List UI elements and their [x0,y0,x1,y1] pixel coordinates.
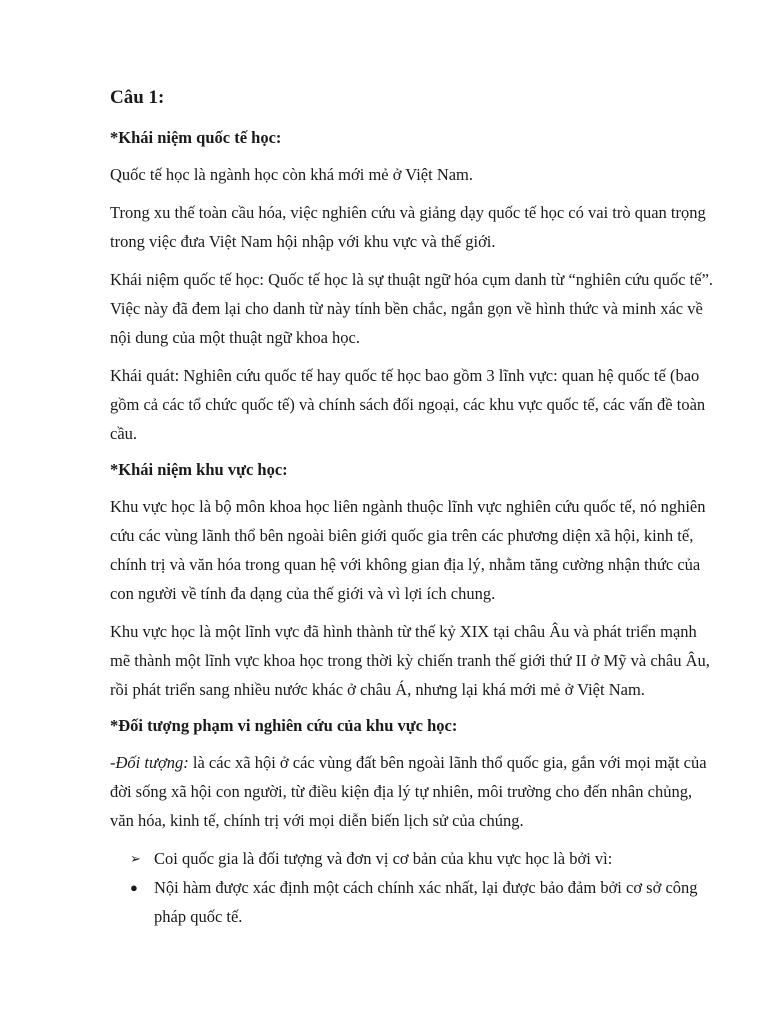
list-item [110,844,715,873]
paragraph: Khái quát: Nghiên cứu quốc tế hay quốc tế học bao gồm 3 lĩnh vực: quan hệ quốc tế (bao gồm cả các tổ chức quốc tế) và chính sách đối ngoại, các khu vực quốc tế, các vấn đề toàn cầu. [110,366,706,443]
paragraph: Khu vực học là một lĩnh vực đã hình thành từ thế kỷ XIX tại châu Âu và phát triển mạnh mẽ thành một lĩnh vực khoa học trong thời kỳ chiến tranh thế giới thứ II ở Mỹ và châu Âu, rồi phát triển sang nhiều nước khác ở châu Á, nhưng lại khá mới mẻ ở Việt Nam. [110,622,710,699]
object-text: là các xã hội ở các vùng đất bên ngoài lãnh thổ quốc gia, gắn với mọi mặt của đời sống xã hội con người, từ điều kiện địa lý tự nhiên, môi trường cho đến nhân chủng, văn hóa, kinh tế, chính trị với mọi diễn biến lịch sử của chúng. [110,753,707,830]
list-item-text: Nội hàm được xác định một cách chính xác nhất, lại được bảo đảm bởi cơ sở công pháp quốc tế. [154,878,698,926]
paragraph: Quốc tế học là ngành học còn khá mới mẻ ở Việt Nam. [110,165,474,184]
bullet-list [110,844,715,931]
paragraph: Khu vực học là bộ môn khoa học liên ngành thuộc lĩnh vực nghiên cứu quốc tế, nó nghiên cứu các vùng lãnh thổ bên ngoài biên giới quốc gia trên các phương diện xã hội, kinh tế, chính trị và văn hóa trong quan hệ với không gian địa lý, nhằm tăng cường nhận thức của con người về tính đa dạng của thế giới và vì lợi ích chung. [110,497,706,603]
list-item [110,873,715,931]
page-title: Câu 1: [110,87,165,108]
paragraph-object [110,748,715,835]
section-heading-area-studies: *Khái niệm khu vực học: [110,460,288,479]
section-heading-international-studies: *Khái niệm quốc tế học: [110,128,282,147]
section-heading-scope: *Đối tượng phạm vi nghiên cứu của khu vực học: [110,716,458,735]
dot-bullet-icon: ● [130,880,138,895]
document-page [110,84,715,931]
object-label: -Đối tượng: [110,753,189,772]
paragraph: Khái niệm quốc tế học: Quốc tế học là sự thuật ngữ hóa cụm danh từ “nghiên cứu quốc tế”. Việc này đã đem lại cho danh từ này tính bền chắc, ngắn gọn về hình thức và minh xác về nội dung của một thuật ngữ khoa học. [110,270,714,347]
arrow-bullet-icon: ➢ [130,851,141,866]
list-item-text: Coi quốc gia là đối tượng và đơn vị cơ bản của khu vực học là bởi vì: [154,849,613,868]
paragraph: Trong xu thế toàn cầu hóa, việc nghiên cứu và giảng dạy quốc tế học có vai trò quan trọng trong việc đưa Việt Nam hội nhập với khu vực và thế giới. [110,203,706,251]
